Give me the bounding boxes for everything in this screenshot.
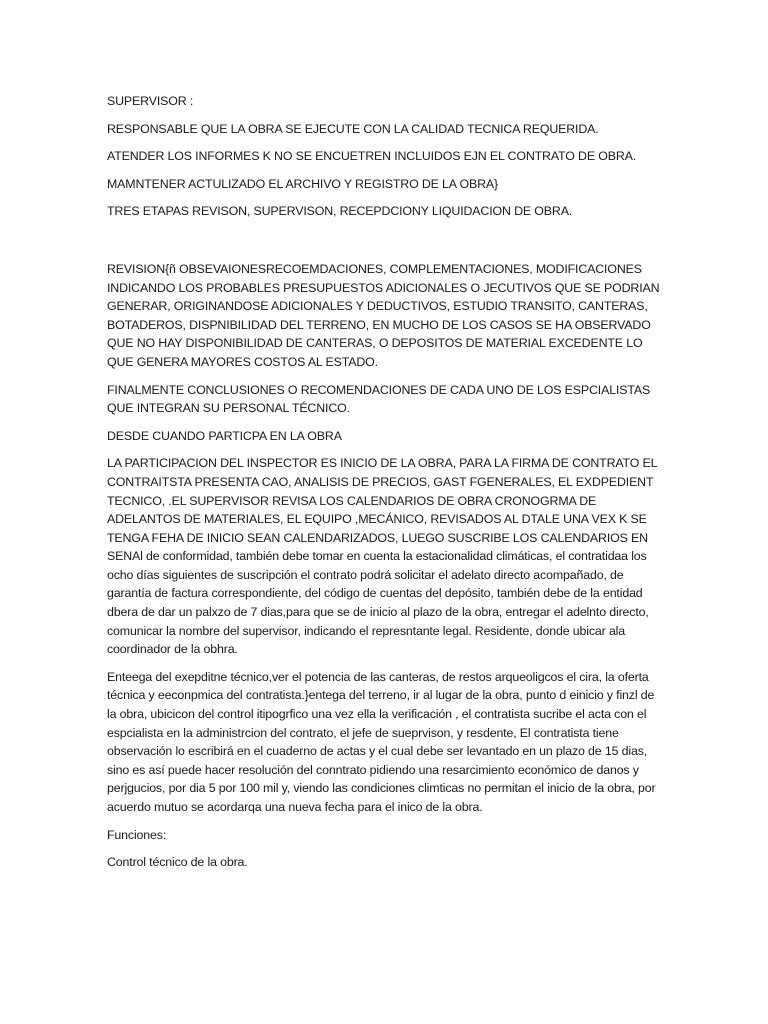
- paragraph-participacion: LA PARTICIPACION DEL INSPECTOR ES INICIO DE LA OBRA, PARA LA FIRMA DE CONTRATO EL CONTRAITSTA PRESENTA CAO, ANALISIS DE PRECIOS, GAST FGENERALES, EL EXDPEDIENT TECNICO, .EL SUPERVISOR REVISA LOS CALENDARIOS DE OBRA CRONOGRMA DE ADELANTOS DE MATERIALES, EL EQUIPO ,MECÁNICO, REVISADOS AL DTALE UNA VEX K SE TENGA FEHA DE INICIO SEAN CALENDARIZADOS, LUEGO SUSCRIBE LOS CALENDARIOS EN SENAl de conformidad, también debe tomar en cuenta la estacionalidad climáticas, el contratidaa los ocho días siguientes de suscripción el contrato podrá solicitar el adelato directo acompañado, de garantía de factura correspondiente, del código de cuentas del depósito, también debe de la entidad dbera de dar un palxzo de 7 dias,para que se de inicio al plazo de la obra, entregar el adelnto directo, comunicar la nombre del supervisor, indicando el represntante legal. Residente, donde ubicar ala coordinador de la obhra.: [107, 456, 657, 657]
- paragraph-atender: ATENDER LOS INFORMES K NO SE ENCUETREN INCLUIDOS EJN EL CONTRATO DE OBRA.: [107, 149, 637, 164]
- paragraph-mantener: MAMNTENER ACTULIZADO EL ARCHIVO Y REGISTRO DE LA OBRA}: [107, 176, 499, 191]
- paragraph-finalmente: FINALMENTE CONCLUSIONES O RECOMENDACIONES DE CADA UNO DE LOS ESPCIALISTAS QUE INTEGRAN SU PERSONAL TÉCNICO.: [107, 382, 651, 416]
- paragraph-tres-etapas: TRES ETAPAS REVISON, SUPERVISON, RECEPDCIONY LIQUIDACION DE OBRA.: [107, 204, 573, 219]
- paragraph-revision: REVISION{ñ OBSEVAIONESRECOEMDACIONES, COMPLEMENTACIONES, MODIFICACIONES INDICANDO LOS PROBABLES PRESUPUESTOS ADICIONALES O JECUTIVOS QUE SE PODRIAN GENERAR, ORIGINANDOSE ADICIONALES Y DEDUCTIVOS, ESTUDIO TRANSITO, CANTERAS, BOTADEROS, DISPNIBILIDAD DEL TERRENO, EN MUCHO DE LOS CASOS SE HA OBSERVADO QUE NO HAY DISPONIBILIDAD DE CANTERAS, O DEPOSITOS DE MATERIAL EXCEDENTE LO QUE GENERA MAYORES COSTOS AL ESTADO.: [107, 261, 660, 369]
- document-body: [107, 92, 663, 881]
- heading-funciones: Funciones:: [107, 827, 167, 842]
- paragraph-responsable: RESPONSABLE QUE LA OBRA SE EJECUTE CON LA CALIDAD TECNICA REQUERIDA.: [107, 121, 599, 136]
- paragraph-desde-cuando: DESDE CUANDO PARTICPA EN LA OBRA: [107, 428, 342, 443]
- paragraph-control-tecnico: Control técnico de la obra.: [107, 855, 248, 870]
- paragraph-entrega: Enteega del exepditne técnico,ver el potencia de las canteras, de restos arqueoligcos el cira, la oferta técnica y eeconpmica del contratista.}entega del terreno, ir al lugar de la obra, punto d einicio y finzl de la obra, ubicicon del control itipogrfico una vez ella la verificación , el contratista sucribe el acta con el espcialista en la administrcion del contrato, el jefe de sueprvison, y resdente, El contratista tiene observación lo escribirá en el cuaderno de actas y el cual debe ser levantado en un plazo de 15 dias, sino es así puede hacer resolución del conntrato pidiendo una resarcimiento económico de danos y perjgucios, por dia 5 por 100 mil y, viendo las condiciones climticas no permitan el inicio de la obra, por acuerdo mutuo se acordarqa una nueva fecha para el inico de la obra.: [107, 669, 656, 814]
- heading-supervisor: SUPERVISOR :: [107, 94, 194, 108]
